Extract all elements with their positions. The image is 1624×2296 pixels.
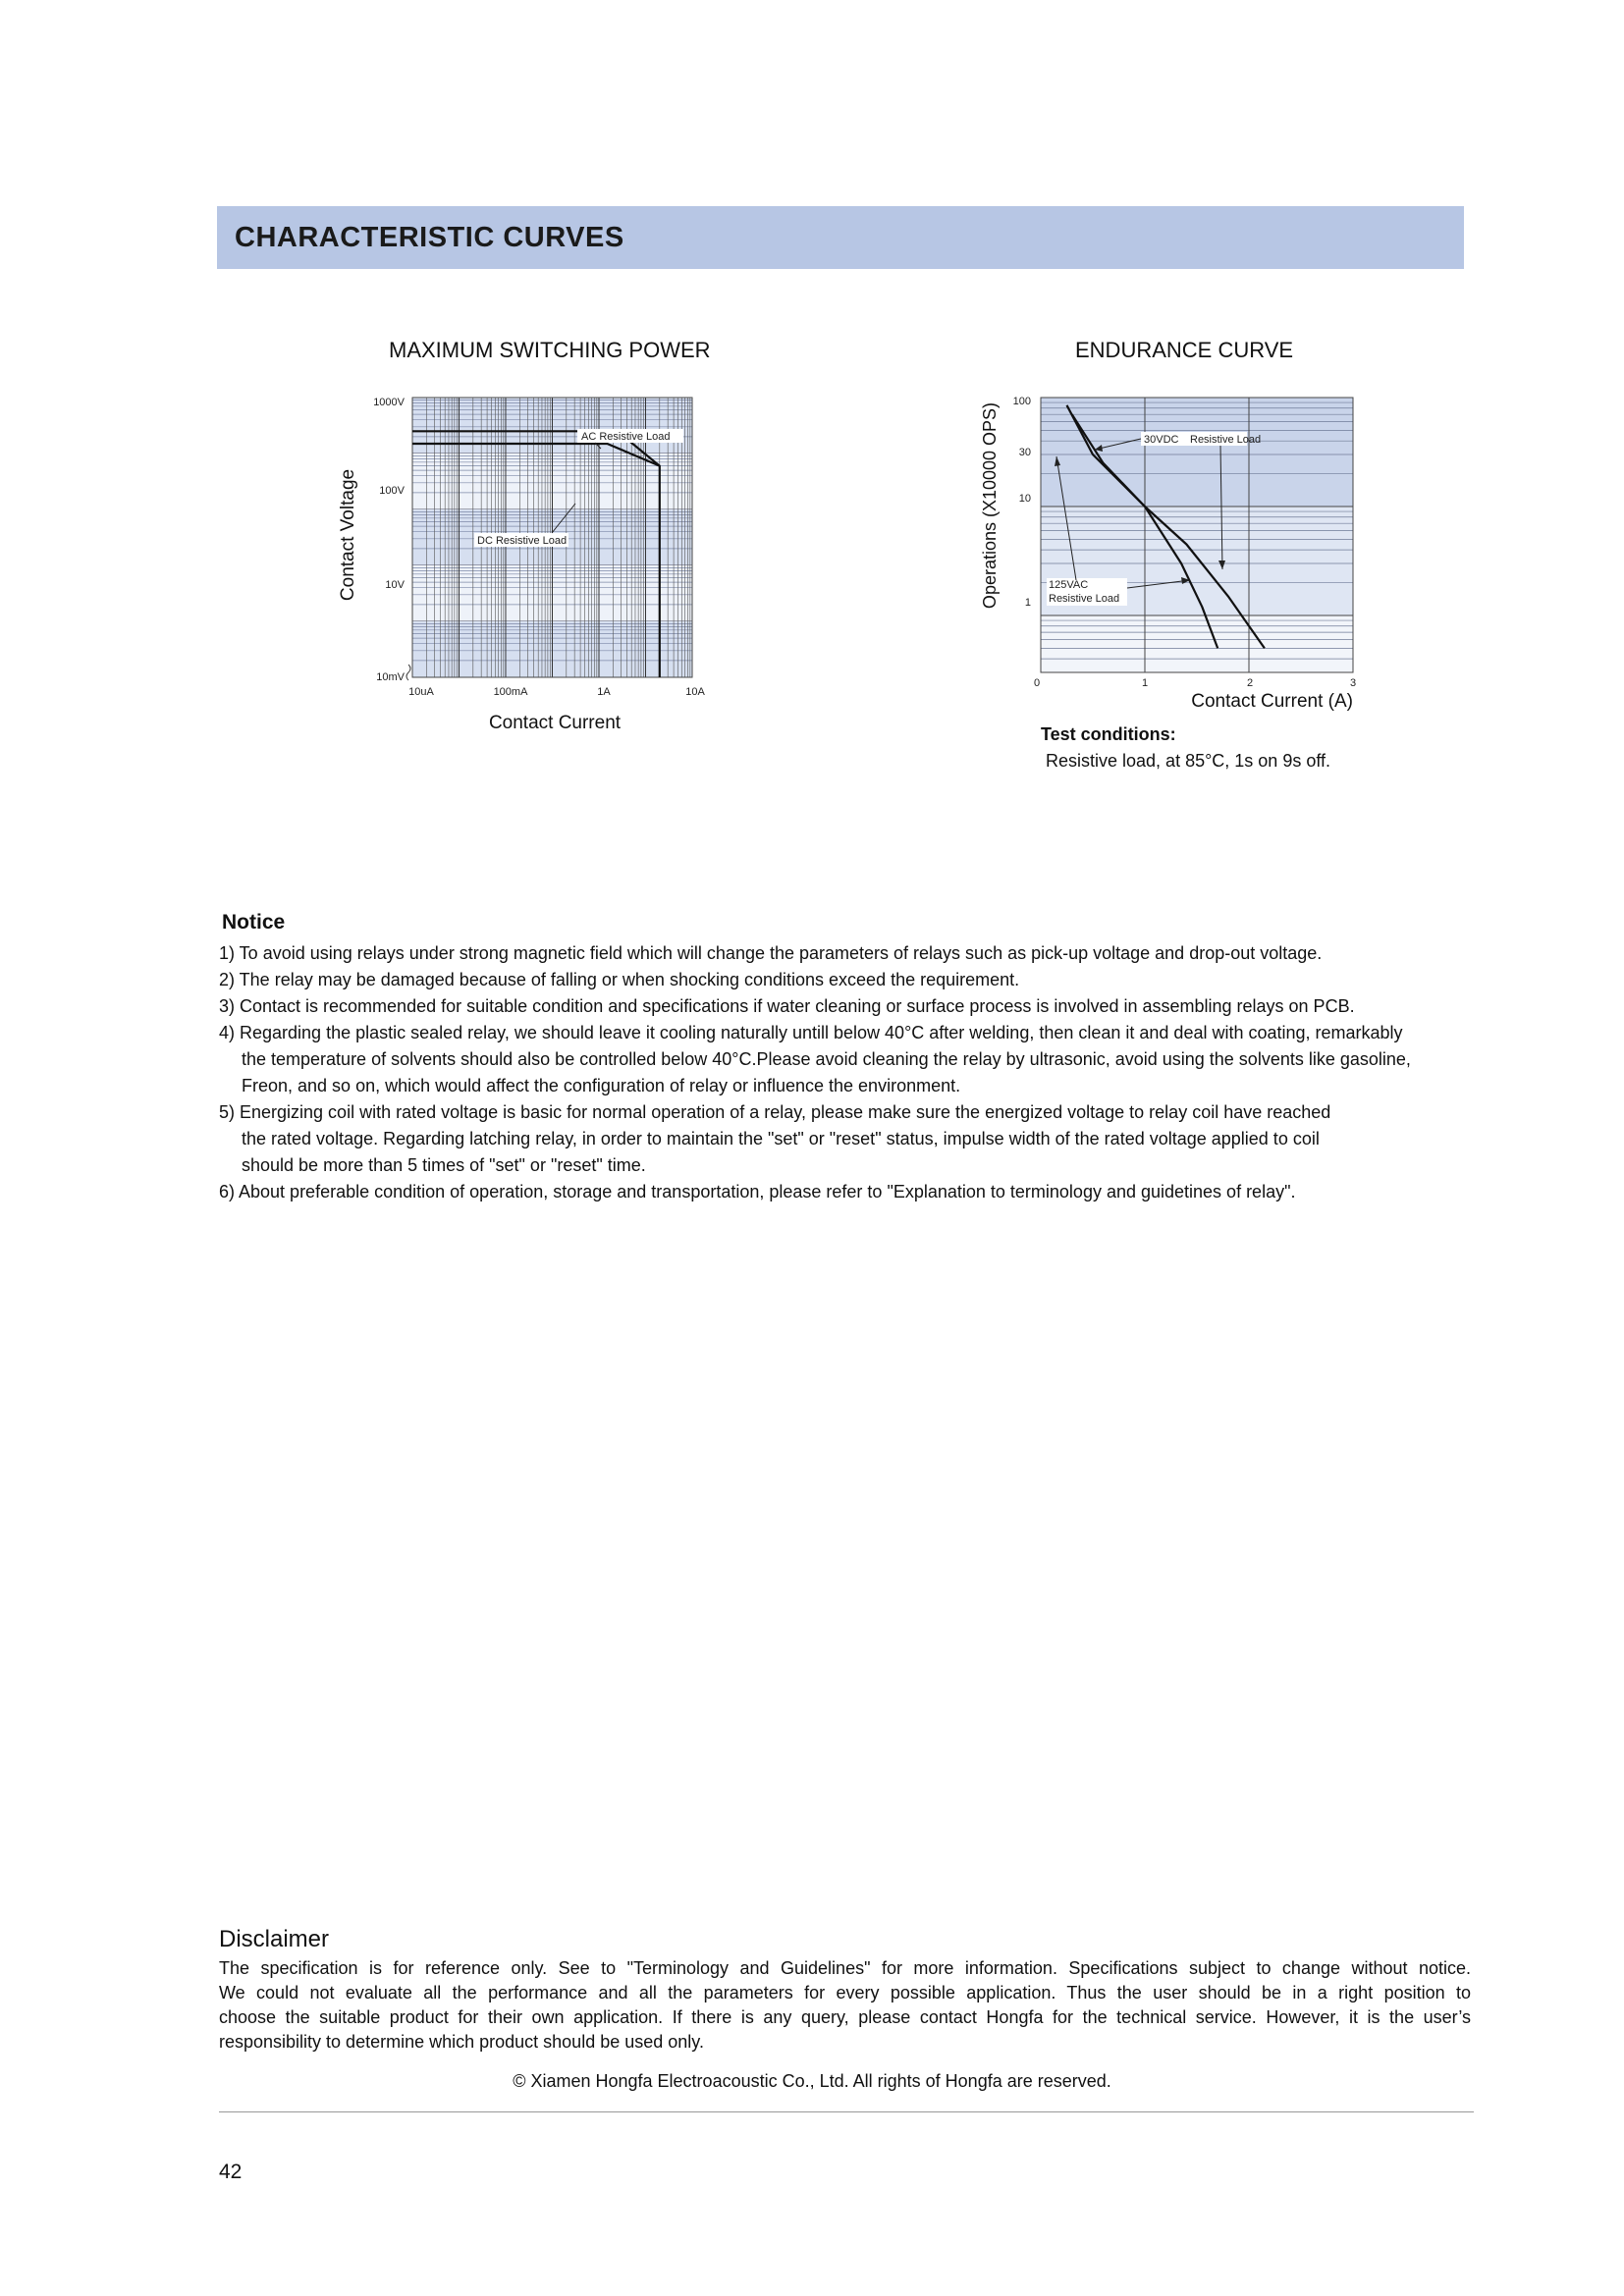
- y-axis-title: Contact Voltage: [338, 468, 358, 602]
- x-tick-label: 10uA: [408, 686, 434, 698]
- notice-line: 6) About preferable condition of operation, storage and transportation, please refer to "Explanation to terminology and guidetines of relay".: [219, 1182, 1296, 1201]
- notice-line: 2) The relay may be damaged because of falling or when shocking conditions exceed the requirement.: [219, 970, 1020, 989]
- x-tick-label: 0: [1033, 677, 1041, 689]
- notice-line: 4) Regarding the plastic sealed relay, we should leave it cooling naturally untill below 40°C after welding, then clean it and deal with coating, remarkably: [219, 1023, 1403, 1042]
- disclaimer-title: Disclaimer: [219, 1926, 330, 1952]
- disclaimer-line: We could not evaluate all the performance and all the parameters for every possible application. Thus the user should be in a right position to: [219, 1983, 1471, 2002]
- x-tick-label: 10A: [685, 686, 705, 698]
- notice-line: 5) Energizing coil with rated voltage is basic for normal operation of a relay, please make sure the energized voltage to relay coil have reached: [219, 1102, 1331, 1122]
- section-title: CHARACTERISTIC CURVES: [235, 222, 624, 253]
- chart-title-endurance: ENDURANCE CURVE: [1075, 338, 1294, 362]
- disclaimer-line: The specification is for reference only. See to "Terminology and Guidelines" for more information. Specifications subject to change without notice.: [219, 1958, 1471, 1978]
- copyright-notice: © Xiamen Hongfa Electroacoustic Co., Ltd. All rights of Hongfa are reserved.: [513, 2071, 1111, 2091]
- endurance-chart: [972, 388, 1365, 721]
- notice-item: [219, 1179, 1495, 1205]
- notice-item: [219, 1020, 1495, 1099]
- y-tick-label: 1: [1024, 597, 1031, 609]
- x-tick-label: 1: [1141, 677, 1149, 689]
- x-tick-label: 1A: [597, 686, 611, 698]
- y-tick-label: 10mV: [376, 671, 405, 683]
- notice-item: [219, 967, 1495, 993]
- footer-divider: [219, 2111, 1474, 2112]
- axis-break-mark: [406, 665, 410, 680]
- annotation-ac-resistive-load: AC Resistive Load: [581, 431, 671, 443]
- y-tick-label: 10: [1018, 493, 1031, 505]
- y-tick-label: 100: [1012, 396, 1031, 407]
- y-tick-label: 100V: [379, 485, 405, 497]
- disclaimer-text: [219, 1956, 1471, 2055]
- switching-power-chart: [324, 388, 717, 741]
- disclaimer-line: responsibility to determine which product should be used only.: [219, 2032, 704, 2052]
- notice-line: the rated voltage. Regarding latching relay, in order to maintain the "set" or "reset" status, impulse width of the rated voltage applied to coil: [242, 1129, 1320, 1148]
- y-tick-label: 30: [1018, 447, 1031, 458]
- page-number: 42: [219, 2161, 243, 2183]
- y-axis-title: Operations (X10000 OPS): [980, 401, 1000, 610]
- notice-line: the temperature of solvents should also be controlled below 40°C.Please avoid cleaning the relay by ultrasonic, avoid using the solvents like gasoline,: [242, 1049, 1411, 1069]
- annotation-125vac-resistive-load: Resistive Load: [1049, 593, 1120, 605]
- x-axis-title: Contact Current (A): [1191, 691, 1353, 712]
- y-tick-label: 1000V: [373, 397, 405, 408]
- notice-item: [219, 940, 1495, 967]
- notice-line: should be more than 5 times of "set" or "reset" time.: [242, 1155, 646, 1175]
- test-conditions-text: Resistive load, at 85°C, 1s on 9s off.: [1046, 751, 1331, 771]
- notice-line: Freon, and so on, which would affect the configuration of relay or influence the environment.: [242, 1076, 961, 1095]
- x-tick-label: 100mA: [493, 686, 528, 698]
- notice-list: [219, 940, 1495, 1205]
- x-axis-title: Contact Current: [488, 713, 622, 733]
- annotation-dc-resistive-load: DC Resistive Load: [477, 535, 568, 547]
- annotation-30vdc-resistive-load: Resistive Load: [1190, 434, 1262, 446]
- notice-line: 1) To avoid using relays under strong magnetic field which will change the parameters of relays such as pick-up voltage and drop-out voltage.: [219, 943, 1323, 963]
- notice-item: [219, 993, 1495, 1020]
- notice-title: Notice: [222, 911, 286, 934]
- annotation-125vac: 125VAC: [1049, 579, 1089, 591]
- x-tick-label: 3: [1349, 677, 1357, 689]
- chart-title-switching-power: MAXIMUM SWITCHING POWER: [389, 338, 711, 362]
- section-header-bar: [217, 206, 1464, 269]
- notice-line: 3) Contact is recommended for suitable condition and specifications if water cleaning or surface process is involved in assembling relays on PCB.: [219, 996, 1355, 1016]
- annotation-30vdc: 30VDC: [1144, 434, 1179, 446]
- notice-item: [219, 1099, 1495, 1179]
- y-tick-label: 10V: [385, 579, 405, 591]
- test-conditions-label: Test conditions:: [1041, 724, 1176, 744]
- x-tick-label: 2: [1246, 677, 1254, 689]
- disclaimer-line: choose the suitable product for their own application. If there is any query, please contact Hongfa for the technical service. However, it is the user’s: [219, 2007, 1471, 2027]
